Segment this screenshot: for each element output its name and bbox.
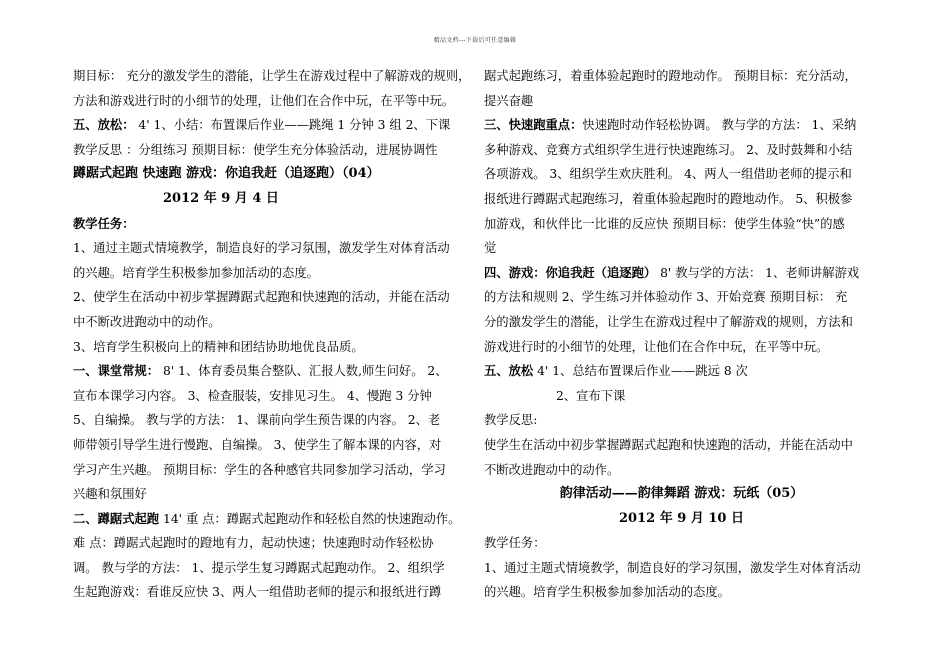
- sprint-section: [484, 113, 879, 138]
- routine-line: 兴趣和氛围好: [73, 487, 147, 502]
- right-line-2: 提兴奋趣: [484, 93, 534, 108]
- reflection-line-right: 不断改进跑动中的动作。: [484, 462, 620, 477]
- routine-section: [73, 359, 473, 384]
- page-header-watermark: 精品文档---下载后可任意编辑: [433, 37, 517, 44]
- lesson-title-04: 蹲踞式起跑 快速跑 游戏：你追我赶（追逐跑）（04）: [73, 166, 380, 182]
- relax-heading: 五、放松：: [73, 117, 135, 133]
- sprint-line: 觉: [484, 241, 497, 256]
- task-heading: 教学任务：: [73, 215, 135, 231]
- task-line-right: 1、通过主题式情境教学，制造良好的学习氛围，激发学生对体育活动: [484, 560, 861, 575]
- sprint-heading: 三、快速跑重点：: [484, 117, 583, 133]
- routine-line: 师带领引导学生进行慢跑、自编操。 3、使学生了解本课的内容，对: [73, 437, 442, 452]
- relax-heading-right: 五、放松: [484, 363, 534, 379]
- game-line: 游戏进行时的小细节的处理，让他们在合作中玩，在平等中玩。: [484, 339, 829, 354]
- crouch-start-text: 14' 重 点：蹲踞式起跑动作和轻松自然的快速跑动作。: [159, 511, 461, 526]
- task-line: 的兴趣。培育学生积极参加参加活动的态度。: [73, 265, 319, 280]
- sprint-line: 多种游戏、竞赛方式组织学生进行快速跑练习。 2、及时鼓舞和小结: [484, 142, 853, 157]
- game-line: 分的激发学生的潜能，让学生在游戏过程中了解游戏的规则，方法和: [484, 314, 853, 329]
- crouch-line: 调。 教与学的方法： 1、提示学生复习蹲踞式起跑动作。 2、组织学: [73, 560, 445, 575]
- right-column: [484, 64, 879, 605]
- routine-line: 宣布本课学习内容。 3、检查服装，安排见习生。 4、慢跑 3 分钟: [73, 388, 432, 403]
- sprint-line: 各项游戏。 3、组织学生欢庆胜利。 4、两人一组借助老师的提示和: [484, 167, 852, 182]
- right-line-1: 踞式起跑练习，着重体验起跑时的蹬地动作。 预期目标：充分活动，: [484, 69, 857, 83]
- task-line: 2、使学生在活动中初步掌握蹲踞式起跑和快速跑的活动，并能在活动: [73, 290, 450, 305]
- task-line: 中不断改进跑动中的动作。: [73, 314, 221, 329]
- left-line-1: 期目标： 充分的激发学生的潜能，让学生在游戏过程中了解游戏的规则，: [73, 69, 471, 83]
- task-heading-right: 教学任务：: [484, 536, 546, 551]
- relax-section: [73, 113, 473, 138]
- reflection-heading-right: 教学反思:: [484, 413, 538, 428]
- left-column: [73, 64, 473, 605]
- task-line-right: 的兴趣。培育学生积极参加参加活动的态度。: [484, 585, 730, 600]
- crouch-line: 难 点：蹲踞式起跑时的蹬地有力，起动快速；快速跑时动作轻松协: [73, 536, 434, 551]
- game-section: [484, 261, 879, 286]
- lesson-title-05: 韵律活动——韵律舞蹈 游戏：玩纸（05）: [559, 486, 804, 502]
- left-line-2: 方法和游戏进行时的小细节的处理，让他们在合作中玩，在平等中玩。: [73, 93, 455, 108]
- routine-line: 5、自编操。 教与学的方法： 1、课前向学生预告课的内容。 2、老: [73, 413, 441, 428]
- reflection-line: 教学反思 ：分组练习 预期目标：使学生充分体验活动，进展协调性: [73, 142, 438, 157]
- relax-section-right: [484, 359, 879, 384]
- routine-heading: 一、课堂常规：: [73, 363, 160, 379]
- sprint-line: 报纸进行蹲踞式起跑练习，着重体验起跑时的蹬地动作。 5、积极参: [484, 191, 853, 206]
- relax-text-right: 4' 1、总结布置课后作业——跳远 8 次: [533, 364, 748, 379]
- lesson-date-04: 2012 年 9 月 4 日: [163, 190, 279, 206]
- routine-text: 8' 1、体育委员集合整队、汇报人数,师生问好。 2、: [159, 364, 448, 379]
- crouch-start-section: [73, 507, 473, 532]
- routine-line: 学习产生兴趣。 预期目标：学生的各种感官共同参加学习活动，学习: [73, 462, 446, 477]
- sprint-text: 快速跑时动作轻松协调。 教与学的方法： 1、采纳: [582, 118, 857, 133]
- crouch-start-heading: 二、蹲踞式起跑: [73, 510, 160, 526]
- relax-text: 4' 1、小结：布置课后作业——跳绳 1 分钟 3 组 2、下课: [134, 118, 451, 133]
- game-heading: 四、游戏：你追我赶（追逐跑）: [484, 264, 657, 280]
- game-line: 的方法和规则 2、学生练习并体验动作 3、开始竞赛 预期目标： 充: [484, 290, 848, 305]
- sprint-line: 加游戏，和伙伴比一比谁的反应快 预期目标：使学生体验“快”的感: [484, 216, 845, 231]
- game-text: 8' 教与学的方法： 1、老师讲解游戏: [656, 265, 860, 280]
- task-line: 3、培育学生积极向上的精神和团结协助地优良品质。: [73, 339, 364, 354]
- reflection-line-right: 使学生在活动中初步掌握蹲踞式起跑和快速跑的活动，并能在活动中: [484, 437, 853, 452]
- task-line: 1、通过主题式情境教学，制造良好的学习氛围，激发学生对体育活动: [73, 241, 450, 256]
- relax-second-line: 2、宣布下课: [556, 388, 626, 403]
- lesson-date-05: 2012 年 9 月 10 日: [619, 510, 744, 526]
- crouch-line: 生起跑游戏：看谁反应快 3、两人一组借助老师的提示和报纸进行蹲: [73, 585, 442, 600]
